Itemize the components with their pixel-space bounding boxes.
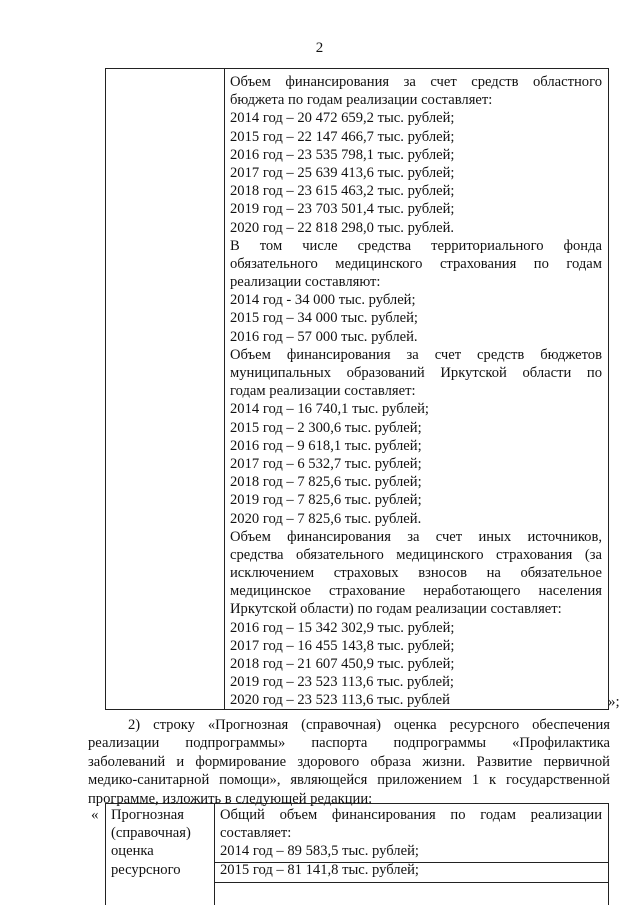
text-line: 2020 год – 22 818 298,0 тыс. рублей. [230, 219, 455, 236]
text-line: 2018 год – 23 615 463,2 тыс. рублей; [230, 183, 455, 200]
text-line: 2016 год – 15 342 302,9 тыс. рублей; [230, 619, 455, 636]
table-column-divider [224, 69, 225, 709]
text-line: 2014 год - 34 000 тыс. рублей; [230, 292, 416, 309]
text-line: 2020 год – 7 825,6 тыс. рублей. [230, 510, 422, 527]
text-line: 2014 год – 89 583,5 тыс. рублей; [220, 843, 419, 860]
text-line: исключением страховых взносов на обязательное [230, 565, 602, 582]
table-row-divider [214, 882, 608, 883]
text-line: Объем финансирования за счет иных источников, [230, 528, 602, 545]
forecast-row-label [111, 806, 211, 879]
text-line: 2019 год – 23 523 113,6 тыс. рублей; [230, 674, 454, 691]
paragraph-line: программе, изложить в следующей редакции: [88, 790, 373, 807]
text-line: Общий объем финансирования по годам реализации [220, 807, 602, 823]
closing-quote-mark: »; [608, 694, 620, 710]
forecast-text-cell [220, 806, 602, 879]
table-row-divider [214, 862, 608, 863]
text-line: 2014 год – 16 740,1 тыс. рублей; [230, 401, 429, 418]
text-line: реализации составляют: [230, 274, 381, 291]
text-line: 2017 год – 16 455 143,8 тыс. рублей; [230, 637, 455, 654]
text-line: 2015 год – 2 300,6 тыс. рублей; [230, 419, 422, 436]
text-line: Объем финансирования за счет средств областного [230, 74, 602, 90]
text-line: муниципальных образований Иркутской области по [230, 365, 602, 381]
text-line: 2015 год – 34 000 тыс. рублей; [230, 310, 418, 327]
text-line: 2020 год – 23 523 113,6 тыс. рублей [230, 692, 450, 709]
label-line: (справочная) [111, 825, 191, 842]
paragraph-line: реализации подпрограммы» паспорта подпрограммы «Профилактика [88, 735, 610, 752]
label-line: Прогнозная [111, 807, 184, 823]
text-line: В том числе средства территориального фонда [230, 237, 602, 254]
opening-quote-mark: « [91, 807, 99, 823]
text-line: 2016 год – 9 618,1 тыс. рублей; [230, 437, 422, 454]
paragraph-line: заболеваний и формирование здорового образа жизни. Развитие первичной [88, 753, 610, 770]
page-number: 2 [315, 40, 324, 56]
text-line: 2015 год – 81 141,8 тыс. рублей; [220, 861, 419, 878]
financing-table [105, 68, 609, 710]
text-line: 2015 год – 22 147 466,7 тыс. рублей; [230, 128, 455, 145]
text-line: 2017 год – 6 532,7 тыс. рублей; [230, 455, 422, 472]
amendment-paragraph [88, 716, 610, 808]
text-line: Иркутской области) по годам реализации составляет: [230, 601, 562, 618]
text-line: 2018 год – 21 607 450,9 тыс. рублей; [230, 656, 455, 672]
table-column-divider [214, 804, 215, 905]
text-line: составляет: [220, 825, 292, 842]
text-line: 2016 год – 57 000 тыс. рублей. [230, 328, 418, 345]
text-line: 2016 год – 23 535 798,1 тыс. рублей; [230, 146, 455, 163]
label-line: оценка [111, 843, 154, 860]
text-line: средства обязательного медицинского страхования (за [230, 546, 602, 563]
paragraph-line: 2) строку «Прогнозная (справочная) оценка ресурсного обеспечения [128, 717, 610, 733]
text-line: обязательного медицинского страхования по годам [230, 255, 602, 272]
paragraph-line: медико-санитарной помощи», являющейся приложением 1 к государственной [88, 772, 610, 789]
text-line: 2019 год – 23 703 501,4 тыс. рублей; [230, 201, 455, 218]
text-line: медицинское страхование неработающего населения [230, 583, 602, 600]
text-line: 2018 год – 7 825,6 тыс. рублей; [230, 474, 422, 491]
text-line: 2017 год – 25 639 413,6 тыс. рублей; [230, 164, 455, 181]
text-line: Объем финансирования за счет средств бюджетов [230, 346, 602, 363]
text-line: бюджета по годам реализации составляет: [230, 92, 493, 109]
text-line: годам реализации составляет: [230, 383, 416, 400]
label-line: ресурсного [111, 861, 181, 878]
text-line: 2014 год – 20 472 659,2 тыс. рублей; [230, 110, 455, 127]
forecast-table [105, 803, 609, 905]
financing-text-cell [230, 73, 602, 710]
text-line: 2019 год – 7 825,6 тыс. рублей; [230, 492, 422, 509]
